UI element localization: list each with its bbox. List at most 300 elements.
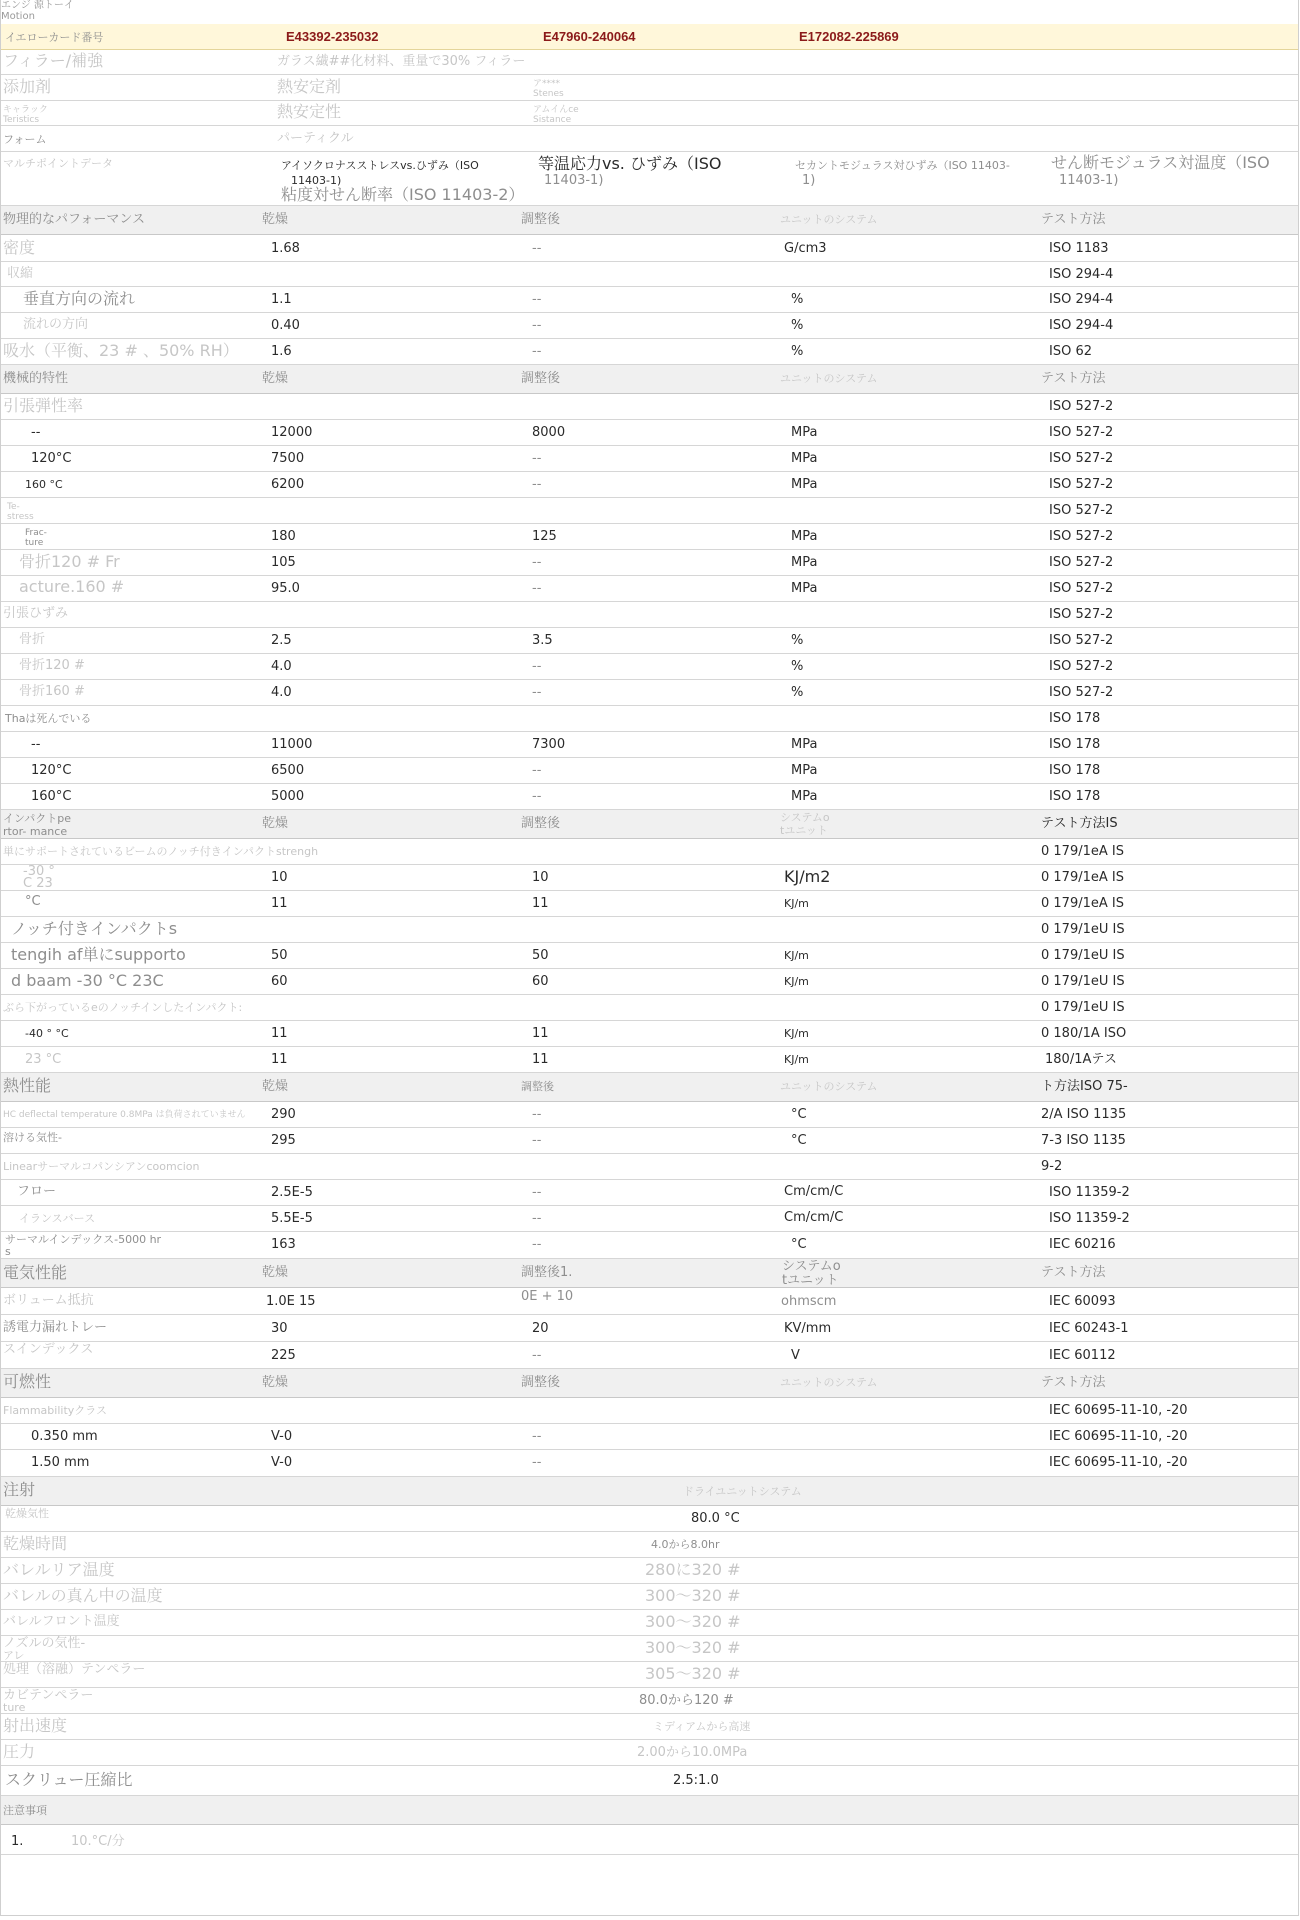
- table-cell: °C: [25, 894, 41, 909]
- table-row: [1, 313, 1298, 339]
- table-cell: 1): [802, 173, 816, 188]
- table-cell: バレルフロント温度: [3, 1614, 120, 1629]
- table-cell: 2.5:1.0: [673, 1773, 719, 1788]
- table-row: [1, 784, 1298, 810]
- table-cell: Te-: [7, 502, 20, 512]
- table-row: [1, 602, 1298, 628]
- table-cell: 垂直方向の流れ: [23, 289, 136, 308]
- table-row: [1, 1532, 1298, 1558]
- table-cell: ミディアムから高速: [653, 1720, 751, 1733]
- table-cell: stress: [7, 512, 34, 522]
- table-cell: IEC 60243-1: [1049, 1321, 1129, 1336]
- table-cell: システムo: [782, 1259, 841, 1274]
- table-cell: 誘電力漏れトレー: [3, 1320, 108, 1335]
- table-row: [1, 1021, 1298, 1047]
- table-row: [1, 576, 1298, 602]
- table-cell: 調整後: [521, 816, 561, 831]
- table-cell: 11: [532, 1026, 549, 1041]
- table-cell: 11000: [271, 737, 313, 752]
- table-cell: 10: [271, 870, 288, 885]
- table-row: [1, 1688, 1298, 1714]
- table-cell: Sistance: [533, 115, 572, 125]
- table-row: [1, 1558, 1298, 1584]
- table-row: [1, 917, 1298, 943]
- table-row: [1, 706, 1298, 732]
- table-cell: バレルリア温度: [3, 1560, 115, 1579]
- table-cell: ohmscm: [781, 1294, 837, 1309]
- table-cell: 0 179/1eA IS: [1041, 844, 1124, 859]
- table-cell: %: [791, 344, 804, 359]
- table-row: [1, 287, 1298, 313]
- table-cell: %: [791, 292, 804, 307]
- table-cell: イエローカード番号: [5, 31, 104, 44]
- table-cell: Linearサーマルコパンシアンcoomcion: [3, 1160, 200, 1173]
- table-row: [1, 1206, 1298, 1232]
- table-cell: 300～320 #: [645, 1612, 741, 1631]
- table-cell: IEC 60216: [1049, 1237, 1116, 1252]
- table-cell: ノズルの気性-: [3, 1636, 86, 1651]
- table-cell: 9-2: [1041, 1159, 1063, 1174]
- table-cell: --: [532, 292, 542, 307]
- table-cell: 骨折: [19, 632, 46, 647]
- table-cell: ガラス繊##化材料、重量で30% フィラー: [277, 54, 526, 69]
- top-label: [1, 0, 74, 22]
- table-cell: V: [791, 1348, 800, 1363]
- table-cell: %: [791, 318, 804, 333]
- section-header-row: [1, 1073, 1298, 1102]
- table-cell: 熱安定剤: [277, 77, 342, 96]
- table-cell: --: [532, 451, 542, 466]
- table-row: [1, 1740, 1298, 1766]
- table-cell: ユニットのシステム: [780, 1080, 878, 1093]
- table-row: [1, 628, 1298, 654]
- table-cell: 乾燥: [262, 1079, 289, 1094]
- table-row: [1, 891, 1298, 917]
- table-cell: 80.0 °C: [691, 1511, 740, 1526]
- table-cell: MPa: [791, 451, 818, 466]
- table-row: [1, 1424, 1298, 1450]
- table-cell: ぶら下がっているeのノッチインしたインパクト:: [3, 1001, 243, 1014]
- table-cell: 125: [532, 529, 557, 544]
- table-cell: システムo: [780, 811, 830, 824]
- table-cell: 収縮: [7, 266, 34, 281]
- table-cell: 305～320 #: [645, 1664, 741, 1683]
- table-row: [1, 995, 1298, 1021]
- table-row: [1, 394, 1298, 420]
- table-cell: V-0: [271, 1429, 293, 1444]
- table-row: [1, 969, 1298, 995]
- table-cell: カビテンペラー: [3, 1688, 94, 1703]
- table-cell: マルチポイントデータ: [3, 157, 113, 170]
- yellow-card-row: [1, 24, 1298, 50]
- table-cell: ISO 527-2: [1049, 555, 1114, 570]
- table-cell: ISO 294-4: [1049, 292, 1114, 307]
- table-cell: --: [532, 1133, 542, 1148]
- table-cell: 11: [532, 896, 549, 911]
- table-cell: せん断モジュラス対温度（ISO: [1051, 153, 1270, 172]
- table-cell: 50: [532, 948, 549, 963]
- table-cell: ISO 11359-2: [1049, 1211, 1130, 1226]
- table-cell: ノッチ付きインパクトs: [11, 919, 178, 938]
- table-cell: 骨折160 #: [19, 684, 85, 699]
- table-cell: 0 179/1eA IS: [1041, 870, 1124, 885]
- table-cell: MPa: [791, 581, 818, 596]
- table-cell: 11403-1): [544, 173, 604, 188]
- table-cell: 圧力: [3, 1742, 36, 1761]
- table-row: [1, 758, 1298, 784]
- table-cell: 骨折120 #: [19, 658, 85, 673]
- table-cell: -30 °: [23, 864, 55, 879]
- table-cell: 注意事項: [3, 1804, 47, 1817]
- table-cell: フォーム: [3, 133, 47, 146]
- table-cell: ISO 294-4: [1049, 318, 1114, 333]
- table-row: [1, 1450, 1298, 1477]
- table-cell: 7300: [532, 737, 566, 752]
- table-row: [1, 1506, 1298, 1532]
- table-cell: 吸水（平衡、23 # 、50% RH）: [3, 341, 239, 360]
- table-cell: ISO 527-2: [1049, 425, 1114, 440]
- table-row: [1, 420, 1298, 446]
- table-cell: 120°C: [31, 451, 72, 466]
- table-cell: IEC 60695-11-10, -20: [1049, 1429, 1188, 1444]
- table-cell: キャラック: [3, 105, 48, 115]
- table-cell: テスト方法: [1041, 212, 1106, 227]
- table-row: [1, 1154, 1298, 1180]
- table-cell: --: [532, 344, 542, 359]
- table-cell: C 23: [23, 876, 53, 891]
- table-cell: 23 °C: [25, 1052, 62, 1067]
- table-row: [1, 524, 1298, 550]
- table-cell: ISO 527-2: [1049, 659, 1114, 674]
- table-cell: IEC 60093: [1049, 1294, 1116, 1309]
- table-cell: ユニットのシステム: [780, 1376, 878, 1389]
- table-cell: アイソクロナスストレスvs.ひずみ（ISO: [281, 159, 479, 172]
- table-cell: 11: [271, 1052, 288, 1067]
- table-cell: サーマルインデックス-5000 hr: [5, 1233, 162, 1246]
- table-cell: 0 179/1eU IS: [1041, 948, 1125, 963]
- table-cell: --: [532, 555, 542, 570]
- table-cell: ISO 527-2: [1049, 503, 1114, 518]
- table-cell: 乾燥気性: [5, 1507, 49, 1520]
- table-row: [1, 262, 1298, 287]
- table-cell: E172082-225869: [799, 29, 899, 44]
- table-cell: 6500: [271, 763, 305, 778]
- table-cell: °C: [791, 1133, 807, 1148]
- table-row: [1, 1610, 1298, 1636]
- table-cell: tユニット: [780, 824, 828, 837]
- table-cell: KJ/m: [784, 975, 809, 988]
- table-cell: 11: [271, 896, 288, 911]
- table-cell: ISO 527-2: [1049, 451, 1114, 466]
- table-cell: 105: [271, 555, 296, 570]
- table-cell: MPa: [791, 425, 818, 440]
- table-cell: %: [791, 633, 804, 648]
- table-cell: °C: [791, 1237, 807, 1252]
- table-cell: 11403-1): [291, 174, 342, 187]
- table-row: [1, 1584, 1298, 1610]
- table-cell: 調整後: [521, 1080, 554, 1093]
- table-row: [1, 839, 1298, 865]
- table-row: [1, 75, 1298, 101]
- table-cell: 可燃性: [3, 1372, 52, 1391]
- table-cell: 乾燥: [262, 212, 289, 227]
- table-cell: tユニット: [782, 1273, 839, 1288]
- table-cell: --: [532, 581, 542, 596]
- table-cell: --: [532, 1107, 542, 1122]
- table-cell: ア****: [533, 79, 561, 89]
- table-cell: 11: [271, 1026, 288, 1041]
- section-header-row: [1, 1796, 1298, 1825]
- table-cell: ISO 178: [1049, 711, 1101, 726]
- table-row: [1, 101, 1298, 126]
- table-cell: ture: [3, 1701, 26, 1714]
- table-cell: 粘度対せん断率（ISO 11403-2）: [281, 185, 525, 204]
- table-cell: 乾燥: [262, 1265, 289, 1280]
- table-cell: 物理的なパフォーマンス: [3, 212, 145, 227]
- table-cell: 10.°C/分: [71, 1834, 125, 1849]
- table-cell: 163: [271, 1237, 296, 1252]
- table-cell: セカントモジュラス対ひずみ（ISO 11403-: [795, 159, 1010, 172]
- table-cell: KJ/m2: [784, 867, 831, 886]
- table-cell: テスト方法IS: [1041, 816, 1118, 831]
- table-cell: 2.00から10.0MPa: [637, 1745, 748, 1760]
- table-cell: ISO 11359-2: [1049, 1185, 1130, 1200]
- table-cell: スクリュー圧縮比: [5, 1770, 133, 1789]
- table-cell: rtor- mance: [3, 825, 68, 838]
- table-cell: 乾燥時間: [3, 1534, 68, 1553]
- table-cell: IEC 60112: [1049, 1348, 1116, 1363]
- table-cell: 225: [271, 1348, 296, 1363]
- table-cell: 290: [271, 1107, 296, 1122]
- table-cell: パーティクル: [277, 131, 354, 146]
- table-cell: 20: [532, 1321, 549, 1336]
- table-cell: 乾燥: [262, 371, 289, 386]
- table-cell: 0 179/1eU IS: [1041, 1000, 1125, 1015]
- table-cell: HC deflectal temperature 0.8MPa は負荷されていません: [3, 1110, 246, 1120]
- table-cell: ture: [25, 538, 44, 548]
- table-cell: バレルの真ん中の温度: [3, 1586, 163, 1605]
- table-cell: 180/1Aテス: [1045, 1052, 1117, 1067]
- section-header-row: [1, 1477, 1298, 1506]
- table-row: [1, 498, 1298, 524]
- table-cell: Cm/cm/C: [784, 1184, 844, 1199]
- table-cell: 処理（溶融）テンペラー: [3, 1662, 146, 1677]
- table-cell: MPa: [791, 789, 818, 804]
- section-header-row: [1, 1259, 1298, 1288]
- table-cell: MPa: [791, 763, 818, 778]
- table-cell: 調整後: [521, 212, 561, 227]
- table-cell: KJ/m: [784, 1053, 809, 1066]
- table-cell: s: [5, 1245, 11, 1258]
- table-cell: --: [31, 737, 41, 752]
- table-cell: ISO 62: [1049, 344, 1092, 359]
- table-cell: 注射: [3, 1480, 36, 1499]
- table-cell: KV/mm: [784, 1321, 832, 1336]
- table-cell: 0.40: [271, 318, 300, 333]
- table-cell: E47960-240064: [543, 29, 636, 44]
- table-cell: Teristics: [3, 115, 40, 125]
- table-cell: 等温応力vs. ひずみ（ISO: [538, 154, 722, 173]
- table-cell: MPa: [791, 737, 818, 752]
- table-cell: ユニットのシステム: [780, 213, 878, 226]
- table-cell: --: [532, 477, 542, 492]
- table-cell: 5000: [271, 789, 305, 804]
- table-cell: 4.0: [271, 685, 292, 700]
- table-cell: 2.5E-5: [271, 1185, 313, 1200]
- table-cell: 160°C: [31, 789, 72, 804]
- table-cell: IEC 60695-11-10, -20: [1049, 1455, 1188, 1470]
- table-cell: 調整後1.: [521, 1265, 573, 1280]
- table-cell: 1.50 mm: [31, 1455, 90, 1470]
- table-cell: 5.5E-5: [271, 1211, 313, 1226]
- table-cell: 1.6: [271, 344, 292, 359]
- table-cell: Thaは死んでいる: [5, 712, 92, 725]
- table-cell: --: [532, 1455, 542, 1470]
- table-cell: 160 °C: [25, 478, 63, 491]
- table-cell: Flammabilityクラス: [3, 1404, 107, 1417]
- table-cell: IEC 60695-11-10, -20: [1049, 1403, 1188, 1418]
- table-cell: 0 179/1eU IS: [1041, 974, 1125, 989]
- table-cell: 0.350 mm: [31, 1429, 98, 1444]
- table-cell: 60: [532, 974, 549, 989]
- table-cell: テスト方法: [1041, 1265, 1106, 1280]
- table-cell: ISO 294-4: [1049, 267, 1114, 282]
- table-row: [1, 1662, 1298, 1688]
- table-row: [1, 472, 1298, 498]
- table-row: [1, 1825, 1298, 1855]
- table-cell: --: [532, 318, 542, 333]
- table-row: [1, 654, 1298, 680]
- table-cell: -40 ° °C: [25, 1027, 69, 1040]
- table-cell: tengih af単にsupporto: [11, 945, 186, 964]
- table-row: [1, 1714, 1298, 1740]
- table-cell: Stenes: [533, 89, 564, 99]
- table-cell: ISO 527-2: [1049, 477, 1114, 492]
- table-cell: 熱安定性: [277, 102, 342, 121]
- table-cell: 2.5: [271, 633, 292, 648]
- table-cell: 11403-1): [1059, 173, 1119, 188]
- table-cell: ISO 527-2: [1049, 633, 1114, 648]
- table-cell: 0 179/1eA IS: [1041, 896, 1124, 911]
- table-cell: 8000: [532, 425, 566, 440]
- table-cell: 50: [271, 948, 288, 963]
- table-row: [1, 50, 1298, 75]
- table-row: [1, 732, 1298, 758]
- table-cell: 80.0から120 #: [639, 1693, 734, 1708]
- table-row: [1, 126, 1298, 152]
- table-cell: 3.5: [532, 633, 553, 648]
- table-cell: 流れの方向: [23, 317, 89, 332]
- table-row: [1, 1102, 1298, 1128]
- table-cell: d baam -30 °C 23C: [11, 971, 164, 990]
- table-cell: テスト方法: [1041, 1375, 1106, 1390]
- table-cell: 30: [271, 1321, 288, 1336]
- table-cell: --: [532, 1211, 542, 1226]
- table-cell: --: [532, 241, 542, 256]
- table-cell: ボリューム抵抗: [3, 1293, 94, 1308]
- table-cell: インパクトpe: [3, 812, 71, 825]
- table-cell: °C: [791, 1107, 807, 1122]
- table-row: [1, 550, 1298, 576]
- table-row: [1, 1766, 1298, 1796]
- table-cell: ISO 527-2: [1049, 607, 1114, 622]
- table-cell: 乾燥: [262, 816, 289, 831]
- table-row: [1, 1232, 1298, 1259]
- table-cell: テスト方法: [1041, 371, 1106, 386]
- table-cell: 1.1: [271, 292, 292, 307]
- table-cell: フィラー/補強: [3, 51, 104, 70]
- table-cell: 調整後: [521, 1375, 561, 1390]
- top-label-line-2: Motion: [1, 11, 35, 22]
- table-cell: 11: [532, 1052, 549, 1067]
- table-cell: アレ: [3, 1649, 25, 1662]
- table-cell: 引張弾性率: [3, 396, 84, 415]
- table-row: [1, 865, 1298, 891]
- table-row: [1, 235, 1298, 262]
- table-cell: E43392-235032: [286, 29, 379, 44]
- table-row: [1, 1128, 1298, 1154]
- table-cell: 300～320 #: [645, 1586, 741, 1605]
- table-cell: --: [532, 659, 542, 674]
- table-cell: 射出速度: [3, 1716, 68, 1735]
- table-cell: Cm/cm/C: [784, 1210, 844, 1225]
- table-cell: --: [532, 1237, 542, 1252]
- table-cell: --: [532, 1348, 542, 1363]
- table-cell: --: [532, 685, 542, 700]
- table-cell: ISO 527-2: [1049, 529, 1114, 544]
- table-cell: 1.0E 15: [266, 1294, 316, 1309]
- table-cell: 10: [532, 870, 549, 885]
- table-row: [1, 680, 1298, 706]
- table-cell: 0E + 10: [521, 1289, 574, 1304]
- table-cell: G/cm3: [784, 241, 827, 256]
- table-cell: フロー: [17, 1184, 57, 1199]
- table-cell: 乾燥: [262, 1375, 289, 1390]
- table-cell: --: [31, 425, 41, 440]
- table-cell: 溶ける気性-: [3, 1131, 62, 1144]
- table-cell: 熱性能: [3, 1076, 52, 1095]
- table-row: [1, 152, 1298, 206]
- table-cell: %: [791, 685, 804, 700]
- table-cell: 電気性能: [3, 1263, 68, 1282]
- top-label-line-1: エンジ 源トーイ: [1, 0, 74, 11]
- table-cell: --: [532, 763, 542, 778]
- table-cell: 単にサポートされているビームのノッチ付きインパクトstrengh: [3, 845, 319, 858]
- table-cell: アムイんce: [533, 105, 579, 115]
- table-cell: %: [791, 659, 804, 674]
- table-cell: MPa: [791, 477, 818, 492]
- table-row: [1, 1398, 1298, 1424]
- table-cell: 295: [271, 1133, 296, 1148]
- table-cell: スインデックス: [3, 1342, 94, 1357]
- table-row: [1, 1288, 1298, 1315]
- table-cell: Frac-: [25, 528, 47, 538]
- table-cell: 0 179/1eU IS: [1041, 922, 1125, 937]
- table-cell: 引張ひずみ: [3, 606, 69, 621]
- table-cell: V-0: [271, 1455, 293, 1470]
- table-row: [1, 1342, 1298, 1369]
- table-cell: MPa: [791, 529, 818, 544]
- table-cell: イランスバース: [19, 1212, 96, 1225]
- table-cell: ユニットのシステム: [780, 372, 878, 385]
- table-cell: ISO 178: [1049, 789, 1101, 804]
- table-cell: ドライユニットシステム: [683, 1485, 802, 1498]
- table-cell: 添加剤: [3, 77, 52, 96]
- table-cell: ISO 527-2: [1049, 399, 1114, 414]
- table-cell: ISO 527-2: [1049, 685, 1114, 700]
- table-cell: 1.: [11, 1834, 24, 1849]
- table-row: [1, 943, 1298, 969]
